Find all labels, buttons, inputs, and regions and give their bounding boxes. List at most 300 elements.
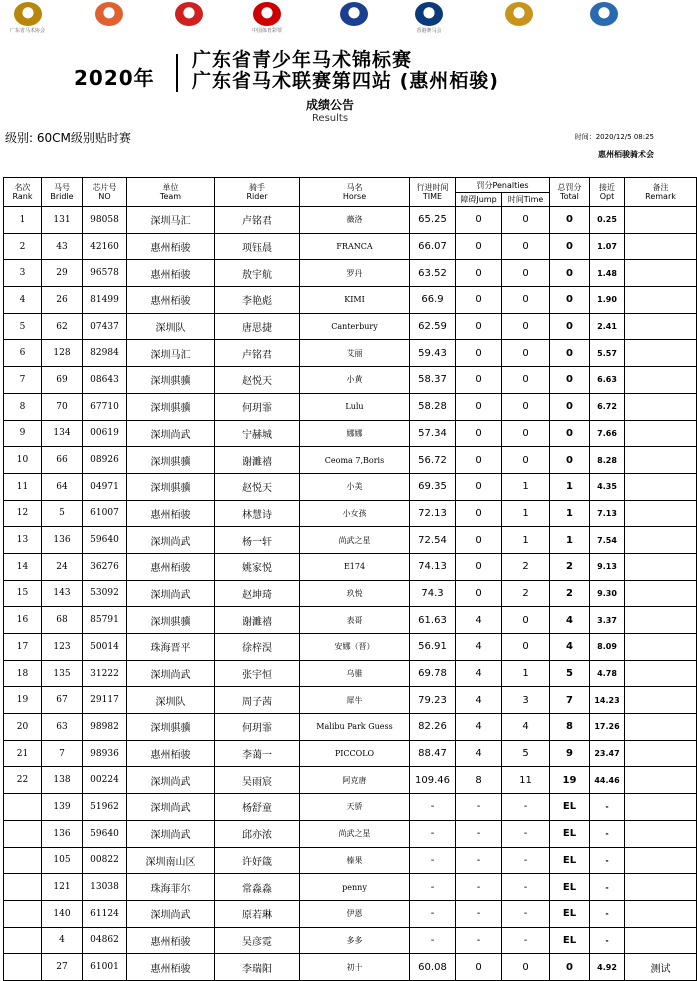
- table-row: [4, 634, 697, 661]
- cell-total: 4: [550, 634, 590, 661]
- cell-total: 0: [550, 207, 590, 234]
- cell-rank: [4, 874, 42, 901]
- cell-team: 深圳尚武: [127, 820, 215, 847]
- cell-opt: 5.57: [590, 340, 625, 367]
- cell-remark: [625, 473, 697, 500]
- cell-time-penalty: 0: [502, 367, 550, 394]
- cell-time-penalty: 4: [502, 714, 550, 741]
- cell-time-penalty: 0: [502, 607, 550, 634]
- table-row: [4, 847, 697, 874]
- cell-jump: 4: [456, 660, 502, 687]
- cell-time: 74.13: [410, 553, 456, 580]
- cell-remark: [625, 820, 697, 847]
- cell-bridle: 70: [42, 393, 83, 420]
- cell-total: EL: [550, 794, 590, 821]
- cell-horse: Canterbury: [300, 313, 410, 340]
- cell-rank: [4, 820, 42, 847]
- cell-time-penalty: 1: [502, 660, 550, 687]
- cell-rank: 10: [4, 447, 42, 474]
- cell-rider: 唐思捷: [215, 313, 300, 340]
- cell-time: 58.28: [410, 393, 456, 420]
- cell-time: 57.34: [410, 420, 456, 447]
- col-bridle: 马号 Bridle: [42, 178, 83, 207]
- cell-chip: 59640: [83, 527, 127, 554]
- cell-bridle: 62: [42, 313, 83, 340]
- cell-remark: [625, 607, 697, 634]
- cell-chip: 98982: [83, 714, 127, 741]
- results-table: [3, 177, 697, 981]
- cell-team: 深圳骐骥: [127, 607, 215, 634]
- cell-rider: 常淼淼: [215, 874, 300, 901]
- cell-horse: 犀牛: [300, 687, 410, 714]
- cell-jump: 0: [456, 207, 502, 234]
- cell-time: 82.26: [410, 714, 456, 741]
- logo-caption: 香港赛马会: [416, 28, 442, 34]
- cell-time-penalty: -: [502, 874, 550, 901]
- cell-horse: Lulu: [300, 393, 410, 420]
- cell-opt: 9.30: [590, 580, 625, 607]
- cell-jump: 0: [456, 260, 502, 287]
- cell-bridle: 64: [42, 473, 83, 500]
- table-row: [4, 927, 697, 954]
- cell-time-penalty: 0: [502, 393, 550, 420]
- cell-remark: [625, 313, 697, 340]
- cell-total: 2: [550, 580, 590, 607]
- cell-rank: [4, 927, 42, 954]
- cell-opt: 1.07: [590, 233, 625, 260]
- cell-time-penalty: 11: [502, 767, 550, 794]
- cell-rank: 13: [4, 527, 42, 554]
- table-row: [4, 313, 697, 340]
- cell-rank: 16: [4, 607, 42, 634]
- cell-remark: [625, 260, 697, 287]
- cell-total: 8: [550, 714, 590, 741]
- cell-team: 深圳骐骥: [127, 393, 215, 420]
- cell-total: 0: [550, 233, 590, 260]
- cell-jump: 4: [456, 687, 502, 714]
- cell-bridle: 66: [42, 447, 83, 474]
- cell-time: 79.23: [410, 687, 456, 714]
- cell-bridle: 140: [42, 900, 83, 927]
- youth-games-logo-icon: [95, 2, 123, 26]
- cell-time-penalty: 0: [502, 447, 550, 474]
- cell-horse: 小女孩: [300, 500, 410, 527]
- cell-jump: -: [456, 927, 502, 954]
- cell-horse: 伊恩: [300, 900, 410, 927]
- cell-total: 0: [550, 367, 590, 394]
- guangdong-equestrian-logo-icon: [14, 2, 42, 26]
- cell-remark: [625, 874, 697, 901]
- table-row: [4, 687, 697, 714]
- cell-opt: 44.46: [590, 767, 625, 794]
- cell-team: 惠州栢骏: [127, 233, 215, 260]
- cell-opt: 4.92: [590, 954, 625, 981]
- hong-kong-jockey-club-logo: [415, 2, 443, 34]
- cell-opt: 4.78: [590, 660, 625, 687]
- cell-horse: E174: [300, 553, 410, 580]
- cell-team: 惠州栢骏: [127, 260, 215, 287]
- cell-total: 1: [550, 500, 590, 527]
- cell-team: 惠州栢骏: [127, 553, 215, 580]
- horse-head-logo: [590, 2, 618, 26]
- cell-jump: -: [456, 900, 502, 927]
- cell-rank: 11: [4, 473, 42, 500]
- cell-remark: [625, 927, 697, 954]
- cell-chip: 98936: [83, 740, 127, 767]
- cell-total: 1: [550, 473, 590, 500]
- cell-team: 深圳马汇: [127, 207, 215, 234]
- cell-total: EL: [550, 874, 590, 901]
- cell-jump: -: [456, 874, 502, 901]
- cell-team: 珠海菲尔: [127, 874, 215, 901]
- cell-remark: [625, 420, 697, 447]
- cell-chip: 61001: [83, 954, 127, 981]
- cell-chip: 81499: [83, 287, 127, 314]
- cell-rider: 何玥霏: [215, 714, 300, 741]
- cell-chip: 00822: [83, 847, 127, 874]
- cell-rider: 周子茜: [215, 687, 300, 714]
- cell-rank: [4, 847, 42, 874]
- col-penalties: 罚分Penalties: [456, 178, 550, 193]
- cell-remark: [625, 740, 697, 767]
- results-heading-en: Results: [311, 113, 349, 124]
- cell-bridle: 138: [42, 767, 83, 794]
- cell-jump: 0: [456, 473, 502, 500]
- cell-total: 0: [550, 420, 590, 447]
- cell-remark: [625, 340, 697, 367]
- cell-time-penalty: 0: [502, 287, 550, 314]
- cell-rider: 赵悦天: [215, 367, 300, 394]
- cell-rank: 14: [4, 553, 42, 580]
- cell-total: EL: [550, 927, 590, 954]
- cell-bridle: 7: [42, 740, 83, 767]
- table-row: [4, 393, 697, 420]
- cell-bridle: 136: [42, 527, 83, 554]
- cell-rank: 12: [4, 500, 42, 527]
- cell-time: 69.35: [410, 473, 456, 500]
- cell-rank: 8: [4, 393, 42, 420]
- cell-bridle: 29: [42, 260, 83, 287]
- cell-total: 2: [550, 553, 590, 580]
- cell-opt: 23.47: [590, 740, 625, 767]
- cell-rank: 19: [4, 687, 42, 714]
- col-total: 总罚分 Total: [550, 178, 590, 207]
- youth-games-logo: [95, 2, 123, 26]
- cell-time-penalty: -: [502, 794, 550, 821]
- cell-team: 深圳骐骥: [127, 447, 215, 474]
- col-chip: 芯片号 NO: [83, 178, 127, 207]
- cell-chip: 36276: [83, 553, 127, 580]
- cell-jump: 0: [456, 393, 502, 420]
- cell-rider: 敖宇航: [215, 260, 300, 287]
- cell-opt: -: [590, 874, 625, 901]
- cell-time-penalty: 0: [502, 233, 550, 260]
- table-row: [4, 420, 697, 447]
- cell-chip: 31222: [83, 660, 127, 687]
- title-divider: [176, 54, 178, 92]
- cell-horse: PICCOLO: [300, 740, 410, 767]
- table-row: [4, 900, 697, 927]
- cell-rank: 22: [4, 767, 42, 794]
- cell-team: 深圳南山区: [127, 847, 215, 874]
- cell-team: 珠海晋平: [127, 634, 215, 661]
- cell-chip: 00619: [83, 420, 127, 447]
- cell-rank: 15: [4, 580, 42, 607]
- cell-time: -: [410, 794, 456, 821]
- cell-chip: 82984: [83, 340, 127, 367]
- cell-chip: 08926: [83, 447, 127, 474]
- cell-rider: 项钰晨: [215, 233, 300, 260]
- table-row: [4, 740, 697, 767]
- cell-time-penalty: 2: [502, 553, 550, 580]
- cell-total: 0: [550, 287, 590, 314]
- cell-remark: [625, 714, 697, 741]
- table-row: [4, 500, 697, 527]
- cell-total: 0: [550, 393, 590, 420]
- cell-jump: 0: [456, 580, 502, 607]
- cell-team: 惠州栢骏: [127, 740, 215, 767]
- cell-opt: 1.90: [590, 287, 625, 314]
- cell-remark: 测试: [625, 954, 697, 981]
- col-remark: 备注 Remark: [625, 178, 697, 207]
- cell-rank: 21: [4, 740, 42, 767]
- cell-horse: 初十: [300, 954, 410, 981]
- cell-jump: 4: [456, 740, 502, 767]
- cell-rank: [4, 794, 42, 821]
- cell-chip: 61124: [83, 900, 127, 927]
- event-title: [192, 50, 499, 92]
- cell-total: 7: [550, 687, 590, 714]
- class-level: 级别: 60CM级别贴时赛: [5, 131, 131, 145]
- cell-chip: 98058: [83, 207, 127, 234]
- table-row: [4, 473, 697, 500]
- cell-total: 0: [550, 447, 590, 474]
- cell-time-penalty: 5: [502, 740, 550, 767]
- cell-jump: 8: [456, 767, 502, 794]
- event-title-line1: 广东省青少年马术锦标赛: [192, 49, 413, 71]
- cell-jump: 0: [456, 340, 502, 367]
- cell-horse: 玖悦: [300, 580, 410, 607]
- cell-opt: 7.54: [590, 527, 625, 554]
- cell-rank: 17: [4, 634, 42, 661]
- cell-bridle: 135: [42, 660, 83, 687]
- event-title-line2: 广东省马术联赛第四站 (惠州栢骏): [192, 70, 499, 92]
- cell-bridle: 123: [42, 634, 83, 661]
- cell-opt: 8.09: [590, 634, 625, 661]
- cell-time-penalty: 0: [502, 634, 550, 661]
- cell-jump: 4: [456, 634, 502, 661]
- cell-bridle: 105: [42, 847, 83, 874]
- cell-total: 0: [550, 954, 590, 981]
- cell-team: 深圳尚武: [127, 420, 215, 447]
- cell-time: 60.08: [410, 954, 456, 981]
- cell-time-penalty: -: [502, 820, 550, 847]
- cell-opt: 6.72: [590, 393, 625, 420]
- cell-bridle: 134: [42, 420, 83, 447]
- cell-total: 1: [550, 527, 590, 554]
- table-row: [4, 607, 697, 634]
- cell-time: 61.63: [410, 607, 456, 634]
- cell-rank: 18: [4, 660, 42, 687]
- cell-team: 深圳尚武: [127, 767, 215, 794]
- table-row: [4, 660, 697, 687]
- cell-bridle: 128: [42, 340, 83, 367]
- table-row: [4, 553, 697, 580]
- cell-horse: 榛果: [300, 847, 410, 874]
- cell-bridle: 4: [42, 927, 83, 954]
- cell-horse: Ceoma 7,Boris: [300, 447, 410, 474]
- cell-bridle: 27: [42, 954, 83, 981]
- cell-rank: 3: [4, 260, 42, 287]
- cell-remark: [625, 767, 697, 794]
- cell-jump: 0: [456, 500, 502, 527]
- cell-chip: 00224: [83, 767, 127, 794]
- cell-time: 62.59: [410, 313, 456, 340]
- cell-bridle: 136: [42, 820, 83, 847]
- cell-rider: 姚家悦: [215, 553, 300, 580]
- cell-time-penalty: -: [502, 927, 550, 954]
- cell-remark: [625, 447, 697, 474]
- cell-chip: 04971: [83, 473, 127, 500]
- cell-team: 深圳队: [127, 687, 215, 714]
- cell-team: 深圳尚武: [127, 794, 215, 821]
- sports-bureau-emblem: [340, 2, 368, 26]
- cell-rank: 5: [4, 313, 42, 340]
- cell-horse: KIMI: [300, 287, 410, 314]
- cell-total: EL: [550, 820, 590, 847]
- table-row: [4, 340, 697, 367]
- cell-rider: 张宇恒: [215, 660, 300, 687]
- cell-bridle: 139: [42, 794, 83, 821]
- col-time-penalty: 时间Time: [502, 193, 550, 207]
- cell-time: 74.3: [410, 580, 456, 607]
- cell-time-penalty: 0: [502, 954, 550, 981]
- cell-time-penalty: 0: [502, 340, 550, 367]
- cell-bridle: 68: [42, 607, 83, 634]
- cell-rider: 卢铭君: [215, 207, 300, 234]
- table-row: [4, 260, 697, 287]
- sports-logo: [175, 2, 203, 26]
- cell-rank: 4: [4, 287, 42, 314]
- cell-remark: [625, 393, 697, 420]
- cell-opt: 7.13: [590, 500, 625, 527]
- table-row: [4, 714, 697, 741]
- cell-jump: 4: [456, 607, 502, 634]
- cell-rank: [4, 900, 42, 927]
- hong-kong-jockey-club-logo-icon: [415, 2, 443, 26]
- cell-rider: 李蔼一: [215, 740, 300, 767]
- cell-bridle: 63: [42, 714, 83, 741]
- cell-total: 0: [550, 313, 590, 340]
- cell-rider: 赵悦天: [215, 473, 300, 500]
- cell-remark: [625, 367, 697, 394]
- cell-time: 58.37: [410, 367, 456, 394]
- cell-rank: 20: [4, 714, 42, 741]
- cell-opt: 1.48: [590, 260, 625, 287]
- cell-time: 66.9: [410, 287, 456, 314]
- cell-bridle: 67: [42, 687, 83, 714]
- cell-time-penalty: 1: [502, 527, 550, 554]
- cell-time: -: [410, 927, 456, 954]
- cell-jump: 0: [456, 553, 502, 580]
- cell-horse: 天骄: [300, 794, 410, 821]
- cell-total: 19: [550, 767, 590, 794]
- col-team: 单位 Team: [127, 178, 215, 207]
- cell-time-penalty: 1: [502, 500, 550, 527]
- sports-logo-icon: [175, 2, 203, 26]
- sports-bureau-emblem-icon: [340, 2, 368, 26]
- cell-time: 56.91: [410, 634, 456, 661]
- cell-bridle: 24: [42, 553, 83, 580]
- cell-time: -: [410, 900, 456, 927]
- table-row: [4, 367, 697, 394]
- cell-rider: 李艳彪: [215, 287, 300, 314]
- cell-team: 惠州栢骏: [127, 287, 215, 314]
- cell-horse: 阿克唐: [300, 767, 410, 794]
- col-opt: 接近 Opt: [590, 178, 625, 207]
- cell-opt: 17.26: [590, 714, 625, 741]
- cell-bridle: 43: [42, 233, 83, 260]
- horse-head-logo-icon: [590, 2, 618, 26]
- cell-time-penalty: 3: [502, 687, 550, 714]
- cell-opt: -: [590, 927, 625, 954]
- event-year: 2020年: [74, 66, 155, 90]
- cell-horse: 薇洛: [300, 207, 410, 234]
- cell-time-penalty: 1: [502, 473, 550, 500]
- cell-team: 深圳尚武: [127, 660, 215, 687]
- table-row: [4, 820, 697, 847]
- cell-remark: [625, 287, 697, 314]
- cell-bridle: 131: [42, 207, 83, 234]
- cell-horse: penny: [300, 874, 410, 901]
- cell-rider: 邱亦浓: [215, 820, 300, 847]
- cell-total: EL: [550, 900, 590, 927]
- cell-jump: 4: [456, 714, 502, 741]
- cell-time: 59.43: [410, 340, 456, 367]
- cell-rider: 李瑞阳: [215, 954, 300, 981]
- cell-remark: [625, 660, 697, 687]
- table-row: [4, 447, 697, 474]
- cell-time: -: [410, 847, 456, 874]
- cell-time-penalty: 0: [502, 260, 550, 287]
- cell-opt: 3.37: [590, 607, 625, 634]
- cell-remark: [625, 687, 697, 714]
- cell-horse: Malibu Park Guess: [300, 714, 410, 741]
- cell-bridle: 69: [42, 367, 83, 394]
- cell-rider: 许妤箴: [215, 847, 300, 874]
- cell-team: 惠州栢骏: [127, 500, 215, 527]
- cell-team: 深圳尚武: [127, 900, 215, 927]
- cell-rider: 谢濉禧: [215, 607, 300, 634]
- cell-opt: 8.28: [590, 447, 625, 474]
- cell-chip: 51962: [83, 794, 127, 821]
- cell-horse: 安娜（晋）: [300, 634, 410, 661]
- cell-opt: 2.41: [590, 313, 625, 340]
- cell-remark: [625, 794, 697, 821]
- cell-team: 深圳骐骥: [127, 367, 215, 394]
- cell-jump: 0: [456, 954, 502, 981]
- cell-time: -: [410, 820, 456, 847]
- cell-remark: [625, 847, 697, 874]
- logo-caption: 广东省马术协会: [10, 28, 46, 34]
- cell-jump: -: [456, 847, 502, 874]
- cell-total: 0: [550, 340, 590, 367]
- cell-time-penalty: 2: [502, 580, 550, 607]
- cell-total: 4: [550, 607, 590, 634]
- table-row: [4, 207, 697, 234]
- results-heading-cn: 成绩公告: [305, 98, 354, 112]
- cell-remark: [625, 553, 697, 580]
